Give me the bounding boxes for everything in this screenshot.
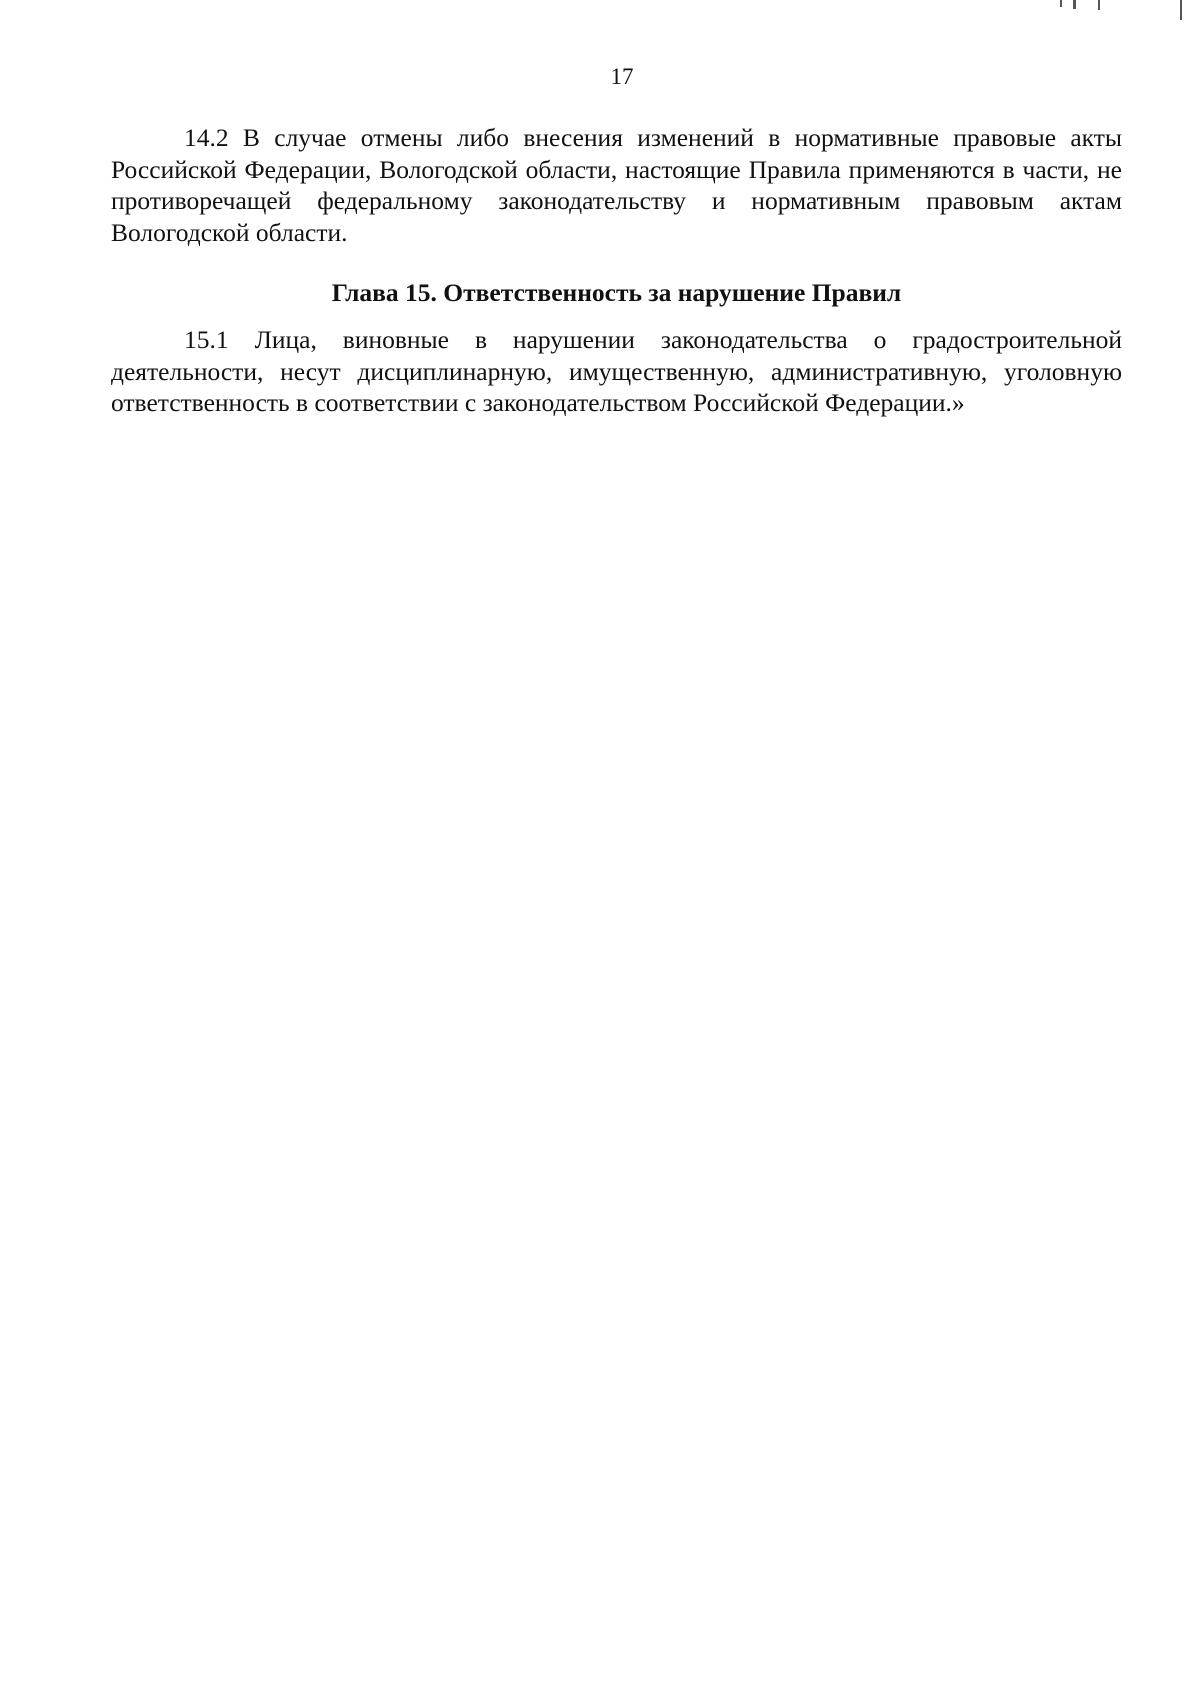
scan-edge-mark (1180, 0, 1182, 20)
paragraph-15-1-block (111, 324, 1122, 419)
scan-edge-mark (1098, 0, 1100, 10)
paragraph-14-2: 14.2 В случае отмены либо внесения изменений в нормативные правовые акты Российской Федерации, Вологодской области, настоящие Правила применяются в части, не противоречащей федеральному законодательству и нормативным правовым актам Вологодской области. (111, 123, 1122, 247)
chapter-15-heading: Глава 15. Ответственность за нарушение Правил (331, 278, 902, 307)
scan-edge-mark (1060, 0, 1062, 7)
paragraph-14-2-block (111, 122, 1122, 248)
scan-edge-mark (1073, 0, 1076, 9)
page-number: 17 (610, 64, 634, 89)
paragraph-15-1: 15.1 Лица, виновные в нарушении законодательства о градостроительной деятельности, несут дисциплинарную, имущественную, административную, уголовную ответственность в соответствии с законодательством Российской Федерации.» (111, 325, 1122, 418)
